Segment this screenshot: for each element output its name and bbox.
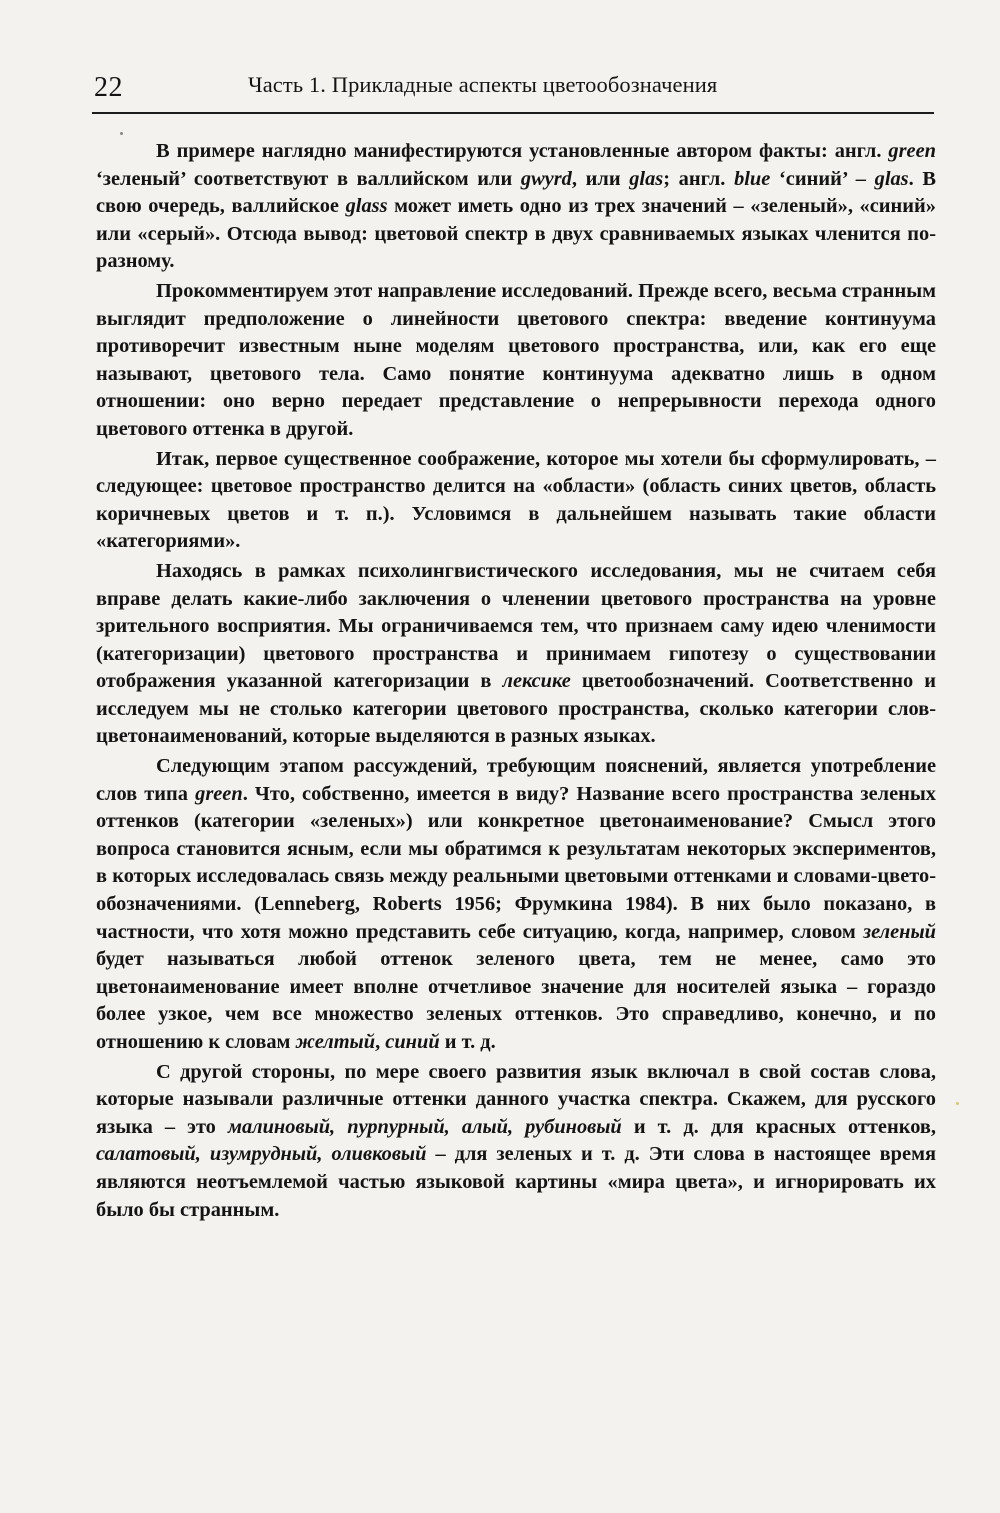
text-run: . В свою очередь, валлийское: [96, 167, 936, 218]
text-run: цветообозначений. Соответственно и исследуем мы не столько категории цветового пространства, сколько категории слов-цветонаименований, которые выделяются в разных языках.: [96, 670, 936, 748]
paragraph: [96, 446, 936, 556]
text-run: – для зеленых и т. д. Эти слова в настоящее время являются неотъемлемой частью языковой картины «мира цвета», и игнорировать их было бы странным.: [96, 1143, 936, 1221]
text-run: . Что, собственно, имеется в виду? Название всего пространства зеленых оттенков (категории «зеленых») или конкретное цветонаименование? Смысл этого вопроса становится ясным, если мы обратимся к результатам некоторых экспериментов, в которых исследовалась связь между реальными цветовыми оттенками и словами-цветообозначениями. (Lenneberg, Roberts 1956; Фрумкина 1984). В них было показано, в частности, что хотя можно представить себе ситуацию, когда, например, словом: [96, 782, 937, 943]
italic-term: green: [888, 140, 936, 162]
italic-term: зеленый: [863, 920, 936, 943]
italic-term: glass: [345, 195, 388, 218]
text-run: будет называться любой оттенок зеленого цвета, тем не менее, само это цветонаименование имеет вполне отчетливое значение для носителей языка – гораздо более узкое, чем все множество зеленых оттенков. Это справедливо, конечно, и по отношению к словам: [96, 948, 936, 1053]
text-run: С другой стороны, по мере своего развития язык включал в свой состав слова, которые называли различные оттенки данного участка спектра. Скажем, для русского языка – это: [96, 1060, 936, 1138]
text-run: Итак, первое существенное соображение, которое мы хотели бы сформулировать, – следующее: цветовое пространство делится на «области» (область синих цветов, область коричневых цветов и т. п.). Условимся в дальнейшем называть такие области «категориями».: [96, 447, 936, 553]
text-run: и т. д. для красных оттенков,: [621, 1115, 936, 1138]
scan-speck: [956, 1102, 959, 1105]
scan-speck: [120, 132, 123, 135]
italic-term: gwyrd: [520, 167, 572, 190]
italic-term: желтый: [295, 1031, 376, 1053]
header-rule: [92, 112, 934, 114]
text-run: ‘зеленый’ соответствуют в валлийском или: [96, 167, 521, 190]
paragraph: [96, 138, 936, 276]
running-head: [92, 62, 934, 106]
text-run: ‘синий’ –: [770, 167, 875, 190]
text-run: ,: [375, 1031, 386, 1053]
paragraph: [96, 1059, 936, 1225]
text-run: В примере наглядно манифестируются установленные автором факты: англ.: [156, 140, 889, 162]
text-run: ; англ.: [663, 167, 735, 190]
body-text: [96, 138, 936, 1224]
text-run: и т. д.: [439, 1031, 496, 1053]
text-run: , или: [571, 167, 630, 190]
italic-term: лексике: [502, 670, 571, 693]
text-run: Находясь в рамках психолингвистического исследования, мы не считаем себя вправе делать какие-либо заключения о членении цветового пространства на уровне зрительного восприятия. Мы ограничиваемся тем, что признаем саму идею членимости (категоризации) цветового пространства и принимаем гипотезу о существовании отображения указанной категоризации в: [96, 559, 936, 693]
italic-term: green: [195, 782, 243, 805]
text-run: Следующим этапом рассуждений, требующим пояснений, является употребление слов типа: [96, 755, 936, 805]
page-number: 22: [94, 72, 123, 103]
italic-term: малиновый, пурпурный, алый, рубиновый: [227, 1115, 622, 1138]
italic-term: салатовый, изумрудный, оливковый: [96, 1143, 427, 1166]
paragraph: [96, 753, 936, 1057]
paragraph: [96, 278, 936, 444]
paragraph: [96, 558, 936, 751]
text-run: Прокомментируем этот направление исследований. Прежде всего, весьма странным выглядит предположение о линейности цветового спектра: введение континуума противоречит известным ныне моделям цветового пространства, или, как его еще называют, цветового тела. Само понятие континуума адекватно лишь в одном отношении: оно верно передает представление о непрерывности перехода одного цветового оттенка в другой.: [96, 279, 936, 440]
italic-term: glas: [629, 167, 664, 190]
text-run: может иметь одно из трех значений – «зеленый», «синий» или «серый». Отсюда вывод: цветовой спектр в двух сравниваемых языках членится по-разному.: [96, 195, 936, 273]
italic-term: blue: [734, 167, 771, 190]
italic-term: синий: [385, 1031, 440, 1053]
italic-term: glas: [874, 167, 909, 190]
running-title: Часть 1. Прикладные аспекты цветообозначения: [248, 72, 718, 97]
